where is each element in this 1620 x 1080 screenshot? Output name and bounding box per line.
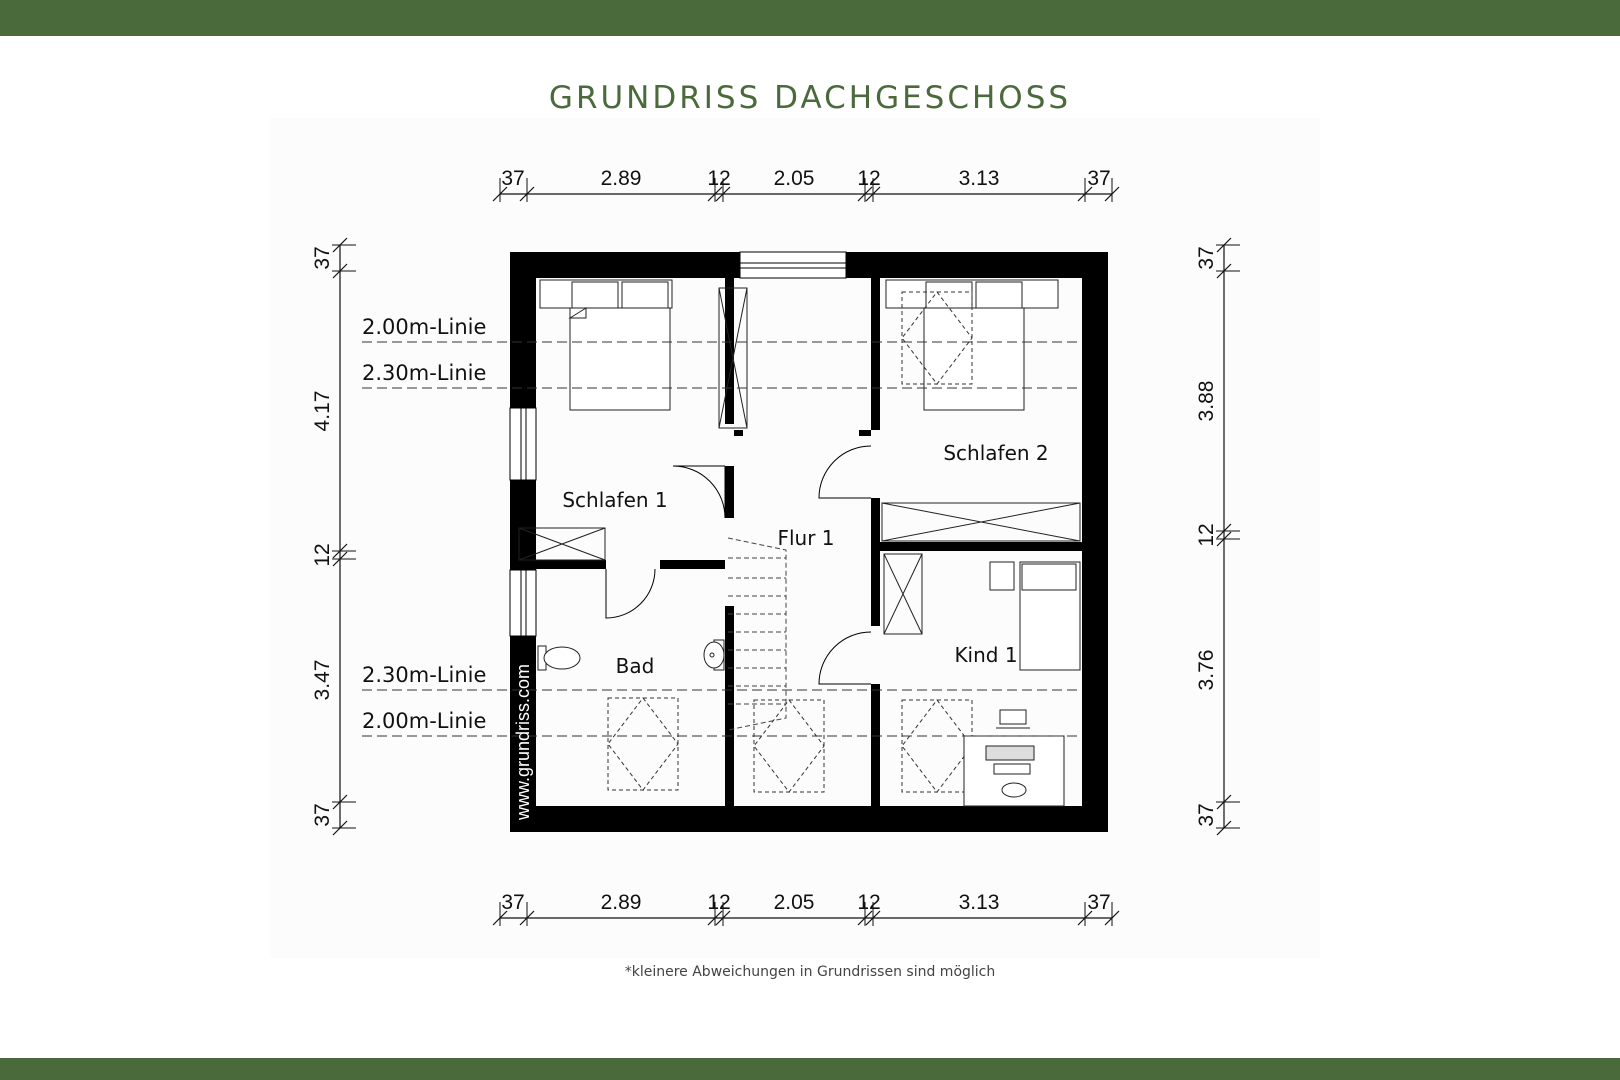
dim-right-1: 37 (1195, 246, 1218, 270)
watermark: www.grundriss.com (513, 663, 533, 820)
room-label-schlafen-2: Schlafen 2 (943, 441, 1049, 465)
dim-top-6: 3.13 (958, 167, 1000, 190)
height-line-label: 2.00m-Linie (362, 315, 487, 339)
dim-top-2: 2.89 (600, 167, 642, 190)
dim-bottom-7: 37 (1087, 891, 1111, 914)
bottom-band (0, 1058, 1620, 1080)
room-label-bad: Bad (615, 654, 655, 678)
dim-left-4: 3.47 (311, 659, 334, 701)
dim-bottom-4: 2.05 (773, 891, 815, 914)
dim-top-4: 2.05 (773, 167, 815, 190)
room-label-kind: Kind 1 (954, 643, 1018, 667)
footnote: *kleinere Abweichungen in Grundrissen sind möglich (624, 964, 996, 980)
top-dimension-line (493, 167, 1119, 202)
windows (510, 252, 846, 636)
height-line-label: 2.30m-Linie (362, 663, 487, 687)
dim-bottom-6: 3.13 (958, 891, 1000, 914)
dim-top-5: 12 (857, 167, 881, 190)
dim-left-1: 37 (311, 246, 334, 270)
bed-schlafen-1 (540, 280, 672, 410)
dim-left-5: 37 (311, 803, 334, 827)
staircase (728, 538, 786, 730)
dim-right-3: 12 (1195, 523, 1218, 547)
dim-right-4: 3.76 (1195, 649, 1218, 691)
dim-left-2: 4.17 (311, 390, 334, 432)
room-label-flur: Flur 1 (777, 526, 835, 550)
height-line-label: 2.30m-Linie (362, 361, 487, 385)
page-title: GRUNDRISS DACHGESCHOSS (548, 80, 1072, 116)
dim-bottom-3: 12 (707, 891, 731, 914)
dim-right-2: 3.88 (1195, 380, 1218, 422)
dim-right-5: 37 (1195, 803, 1218, 827)
right-dimension-line (1195, 238, 1240, 835)
top-band (0, 0, 1620, 36)
dim-top-1: 37 (501, 167, 525, 190)
dim-top-7: 37 (1087, 167, 1111, 190)
desk-chair (964, 710, 1064, 806)
dim-bottom-5: 12 (857, 891, 881, 914)
left-dimension-line (311, 238, 356, 835)
dim-top-3: 12 (707, 167, 731, 190)
bottom-dimension-line (493, 891, 1119, 926)
room-label-schlafen-1: Schlafen 1 (562, 488, 668, 512)
dim-bottom-2: 2.89 (600, 891, 642, 914)
doors (606, 446, 871, 684)
dim-left-3: 12 (311, 543, 334, 567)
dim-bottom-1: 37 (501, 891, 525, 914)
floor-plan-area (270, 118, 1320, 958)
height-line-label: 2.00m-Linie (362, 709, 487, 733)
floor-plan (270, 118, 1320, 958)
